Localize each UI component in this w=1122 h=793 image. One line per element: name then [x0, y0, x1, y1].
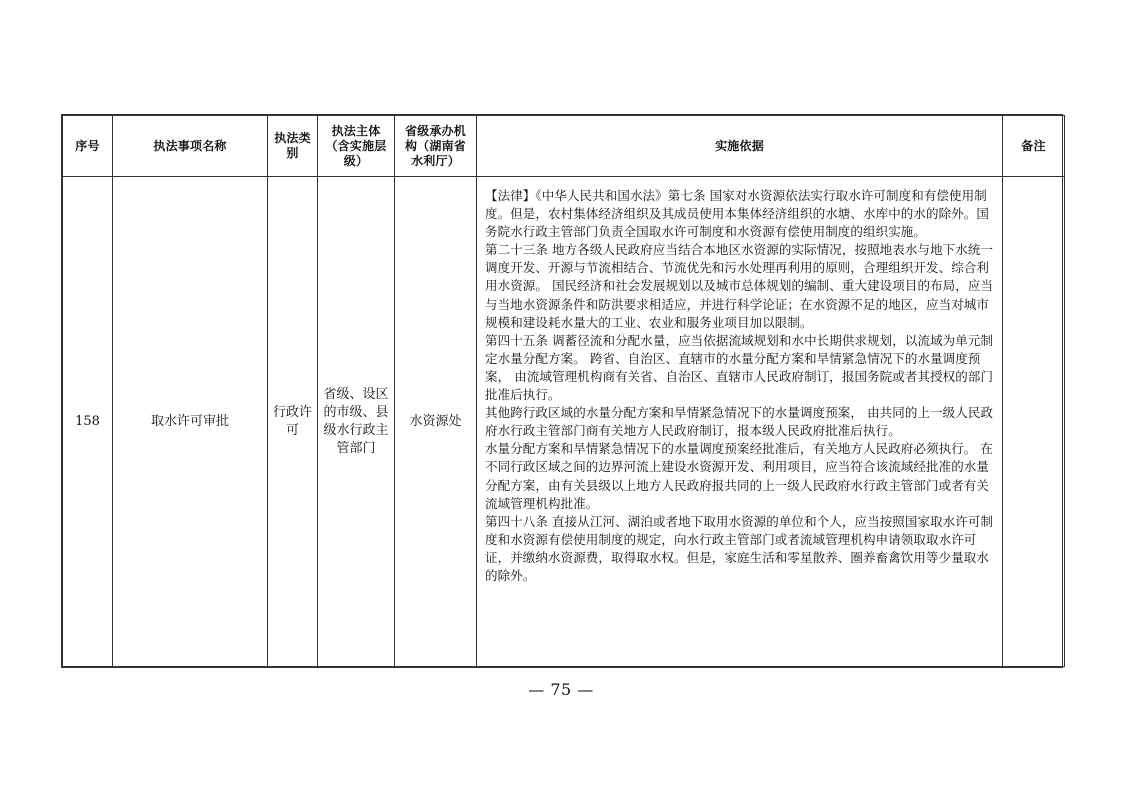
table-header-row	[63, 116, 1065, 177]
cell-note	[1003, 177, 1065, 667]
cell-subject: 省级、设区的市级、县级水行政主管部门	[318, 177, 395, 667]
header-subject: 执法主体（含实施层级）	[318, 116, 395, 177]
basis-paragraph: 第二十三条 地方各级人民政府应当结合本地区水资源的实际情况，按照地表水与地下水统一调度开发、开源与节流相结合、节流优先和污水处理再利用的原则，合理组织开发、综合利用水资源。 国民经济和社会发展规划以及城市总体规划的编制、重大建设项目的布局，应当与当地水资源条件和防洪要求相适应，并进行科学论证；在水资源不足的地区，应当对城市规模和建设耗水量大的工业、农业和服务业项目加以限制。	[485, 242, 994, 330]
basis-paragraph: 第四十五条 调蓄径流和分配水量，应当依据流域规划和水中长期供求规划，以流域为单元制定水量分配方案。 跨省、自治区、直辖市的水量分配方案和旱情紧急情况下的水量调度预案， 由流域管理机构商有关省、自治区、直辖市人民政府制订，报国务院或者其授权的部门批准后执行。	[485, 332, 994, 403]
basis-paragraph: 第四十八条 直接从江河、湖泊或者地下取用水资源的单位和个人，应当按照国家取水许可制度和水资源有偿使用制度的规定，向水行政主管部门或者流域管理机构申请领取取水许可证，并缴纳水资源费，取得取水权。但是，家庭生活和零星散养、圈养畜禽饮用等少量取水的除外。	[485, 513, 994, 583]
cell-name: 取水许可审批	[113, 177, 268, 667]
cell-category: 行政许可	[268, 177, 318, 667]
basis-paragraph: 水量分配方案和旱情紧急情况下的水量调度预案经批准后，有关地方人民政府必须执行。 在不同行政区域之间的边界河流上建设水资源开发、利用项目，应当符合该流域经批准的水量分配方案，由有关县级以上地方人民政府报共同的上一级人民政府水行政主管部门或者有关流域管理机构批准。	[485, 441, 994, 511]
page-number: — 75 —	[528, 680, 594, 699]
header-note: 备注	[1003, 116, 1065, 177]
basis-paragraph: 其他跨行政区域的水量分配方案和旱情紧急情况下的水量调度预案， 由共同的上一级人民政府水行政主管部门商有关地方人民政府制订，报本级人民政府批准后执行。	[485, 405, 994, 439]
cell-org: 水资源处	[395, 177, 477, 667]
header-category: 执法类别	[268, 116, 318, 177]
enforcement-table	[62, 115, 1065, 667]
table-row	[63, 177, 1065, 667]
header-org: 省级承办机构（湖南省水利厅）	[395, 116, 477, 177]
header-name: 执法事项名称	[113, 116, 268, 177]
cell-seq: 158	[63, 177, 113, 667]
basis-paragraph: 【法律】《中华人民共和国水法》第七条 国家对水资源依法实行取水许可制度和有偿使用制度。但是，农村集体经济组织及其成员使用本集体经济组织的水塘、水库中的水的除外。国务院水行政主管部门负责全国取水许可制度和水资源有偿使用制度的组织实施。	[485, 188, 990, 240]
cell-basis	[477, 177, 1003, 667]
header-basis: 实施依据	[477, 116, 1003, 177]
header-seq: 序号	[63, 116, 113, 177]
enforcement-table-container	[61, 114, 1063, 668]
